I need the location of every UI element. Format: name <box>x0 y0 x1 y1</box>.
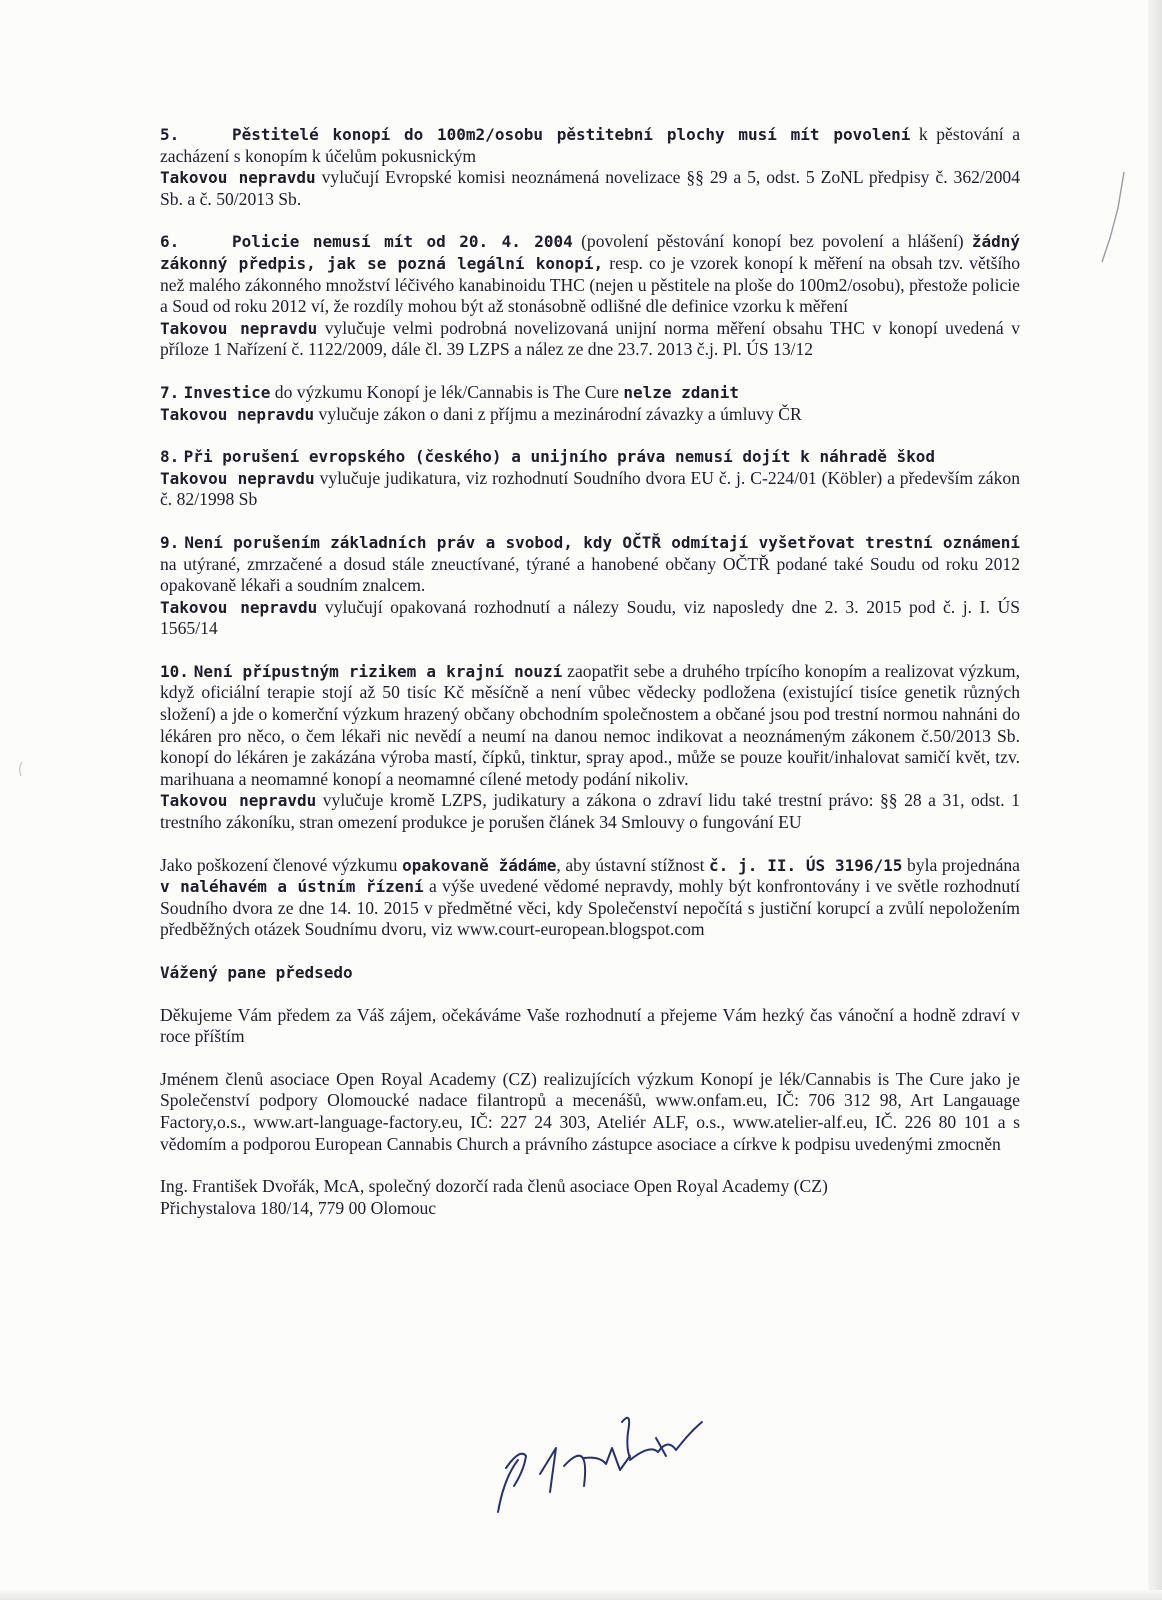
item-label: Takovou nepravdu <box>160 318 318 338</box>
item-8 <box>160 446 1020 511</box>
item-7 <box>160 382 1020 425</box>
thanks-paragraph: Děkujeme Vám předem za Váš zájem, očekáváme Vaše rozhodnutí a přejeme Vám hezký čas vánoční a hodně zdraví v roce příštím <box>160 1004 1020 1047</box>
item-6 <box>160 231 1020 361</box>
item-heading: Při porušení evropského (českého) a unijního práva nemusí dojít k náhradě škod <box>183 447 936 467</box>
item-text: na utýrané, zmrzačené a dosud stále zneuctívané, týrané a hanobené občany OČTŘ podané také Soudu od roku 2012 opakovaně lékaři a soudním znalcem. <box>160 553 1020 596</box>
item-label: Takovou nepravdu <box>160 468 315 488</box>
item-text: vylučují Evropské komisi neoznámená novelizace §§ 29 a 5, odst. 5 ZoNL předpisy č. 362/2004 Sb. a č. 50/2013 Sb. <box>160 167 1021 209</box>
request-text: byla projednána <box>906 854 1020 875</box>
request-text: a výše uvedené vědomé nepravdy, mohly být konfrontovány i ve světle rozhodnutí Soudního dvora ze dne 14. 10. 2015 v předmětné věci, kdy Společenství nepočítá s justiční korupcí a zvůlí nepoložením předběžných otázek Soudnímu dvoru, viz www.court-european.blogspot.com <box>160 876 1020 940</box>
scan-bottom-shadow <box>0 1590 1162 1600</box>
item-text: vylučuje zákon o dani z příjmu a mezinárodní závazky a úmluvy ČR <box>318 403 802 424</box>
request-text: , aby ústavní stížnost <box>556 854 705 875</box>
item-number: 5. <box>160 125 180 144</box>
request-paragraph <box>160 855 1020 941</box>
request-emphasis: v naléhavém a ústním řízení <box>160 877 424 897</box>
item-text: vylučuje judikatura, viz rozhodnutí Soudního dvora EU č. j. C-224/01 (Köbler) a především zákon č. 82/1998 Sb <box>160 467 1021 510</box>
item-heading: nelze zdanit <box>623 382 739 402</box>
item-text: vylučují opakovaná rozhodnutí a nálezy Soudu, viz naposledy dne 2. 3. 2015 pod č. j. I. ÚS 1565/14 <box>160 596 1020 639</box>
item-heading: Není přípustným rizikem a krajní nouzí <box>193 661 563 681</box>
scan-mark-left <box>16 760 26 780</box>
request-emphasis: opakovaně žádáme <box>402 855 557 875</box>
item-text: vylučuje velmi podrobná novelizovaná unijní norma měření obsahu THC v konopí uvedená v příloze 1 Nařízení č. 1122/2009, dále čl. 39 LZPS a nález ze dne 23.7. 2013 č.j. Pl. ÚS 13/12 <box>160 317 1020 360</box>
handwritten-signature <box>480 1408 710 1518</box>
scan-mark-right <box>1088 168 1128 268</box>
on-behalf-paragraph: Jménem členů asociace Open Royal Academy (CZ) realizujících výzkum Konopí je lék/Cannabis is The Cure jako je Společenství podpory Olomoucké nadace filantropů a mecenášů, www.onfam.eu, IČ: 706 312 98, Art Langauage Factory,o.s., www.art-language-factory.eu, IČ: 227 24 303, Ateliér ALF, o.s., www.atelier-alf.eu, IČ. 226 80 101 a s vědomím a podporou European Cannabis Church a právního zástupce asociace a církve k podpisu uvedenými zmocněn <box>160 1068 1020 1154</box>
item-text: do výzkumu Konopí je lék/Cannabis is The Cure <box>274 381 619 402</box>
item-text: vylučuje kromě LZPS, judikatury a zákona o zdraví lidu také trestní právo: §§ 28 a 31, odst. 1 trestního zákoníku, stran omezení produkce je porušen článek 34 Smlouvy o fungování EU <box>160 790 1020 833</box>
item-heading: Pěstitelé konopí do 100m2/osobu pěstitební plochy musí mít povolení <box>232 125 911 144</box>
item-number: 7. <box>160 382 180 402</box>
item-number: 10. <box>160 661 189 681</box>
item-text: resp. co je vzorek konopí k měření na obsah tzv. většího než malého zákonného množství léčivého kanabinoidu THC (nejen u pěstitele na ploše do 100m2/osobu), přestože policie a Soud od roku 2012 ví, že rozdíly mohou být až stonásobně odlišné dle definice vzorku k měření <box>160 252 1020 317</box>
item-heading: Není porušením základních práv a svobod, kdy OČTŘ odmítají vyšetřovat trestní oznámení <box>184 532 1020 552</box>
item-number: 8. <box>160 447 180 467</box>
signatory-address: Přichystalova 180/14, 779 00 Olomouc <box>160 1197 437 1218</box>
item-text: k pěstování a zacházení s konopím k účelům pokusnickým <box>160 124 1020 166</box>
item-5 <box>160 124 1020 210</box>
item-heading: Investice <box>183 382 271 402</box>
signatory-name: Ing. František Dvořák, McA, společný dozorčí rada členů asociace Open Royal Academy (CZ) <box>160 1176 828 1197</box>
item-label: Takovou nepravdu <box>160 597 318 617</box>
request-text: Jako poškození členové výzkumu <box>160 854 398 875</box>
salutation <box>160 962 1020 984</box>
scan-edge-shadow <box>1148 0 1162 1600</box>
item-label: Takovou nepravdu <box>160 168 316 188</box>
item-number: 9. <box>160 532 180 552</box>
item-text: zaopatřit sebe a druhého trpícího konopím a realizovat výzkum, když oficiální terapie stojí až 50 tisíc Kč měsíčně a není vůbec vědecky podložena (existující tisíce genetik různých složení) a jde o komerční výzkum hrazený občany obchodním společnostem a občané jsou pod trestní normou nahnáni do lékáren pro něco, o čem lékaři nic nevědí a neumí na danou nemoc indikovat a neoznámeným zákonem č.50/2013 Sb. konopí do lékáren je zakázána výroba mastí, čípků, tinktur, spray apod., může se pouze kouřit/inhalovat samičí květ, tzv. marihuana a neomamné konopí a neomamné cílené metody podání nikoliv. <box>160 660 1020 789</box>
salutation-text: Vážený pane předsedo <box>160 963 353 982</box>
letter-body <box>160 124 1020 1219</box>
item-label: Takovou nepravdu <box>160 791 317 811</box>
item-number: 6. <box>160 232 180 252</box>
signatory-block <box>160 1176 1020 1219</box>
item-heading: žádný zákonný předpis, jak se pozná legální konopí, <box>160 232 1021 273</box>
item-9 <box>160 532 1020 640</box>
item-10 <box>160 661 1020 834</box>
case-reference: č. j. II. ÚS 3196/15 <box>709 855 903 875</box>
item-heading: Policie nemusí mít od 20. 4. 2004 <box>232 232 573 252</box>
item-text: (povolení pěstování konopí bez povolení a hlášení) <box>581 231 964 252</box>
item-label: Takovou nepravdu <box>160 404 315 424</box>
